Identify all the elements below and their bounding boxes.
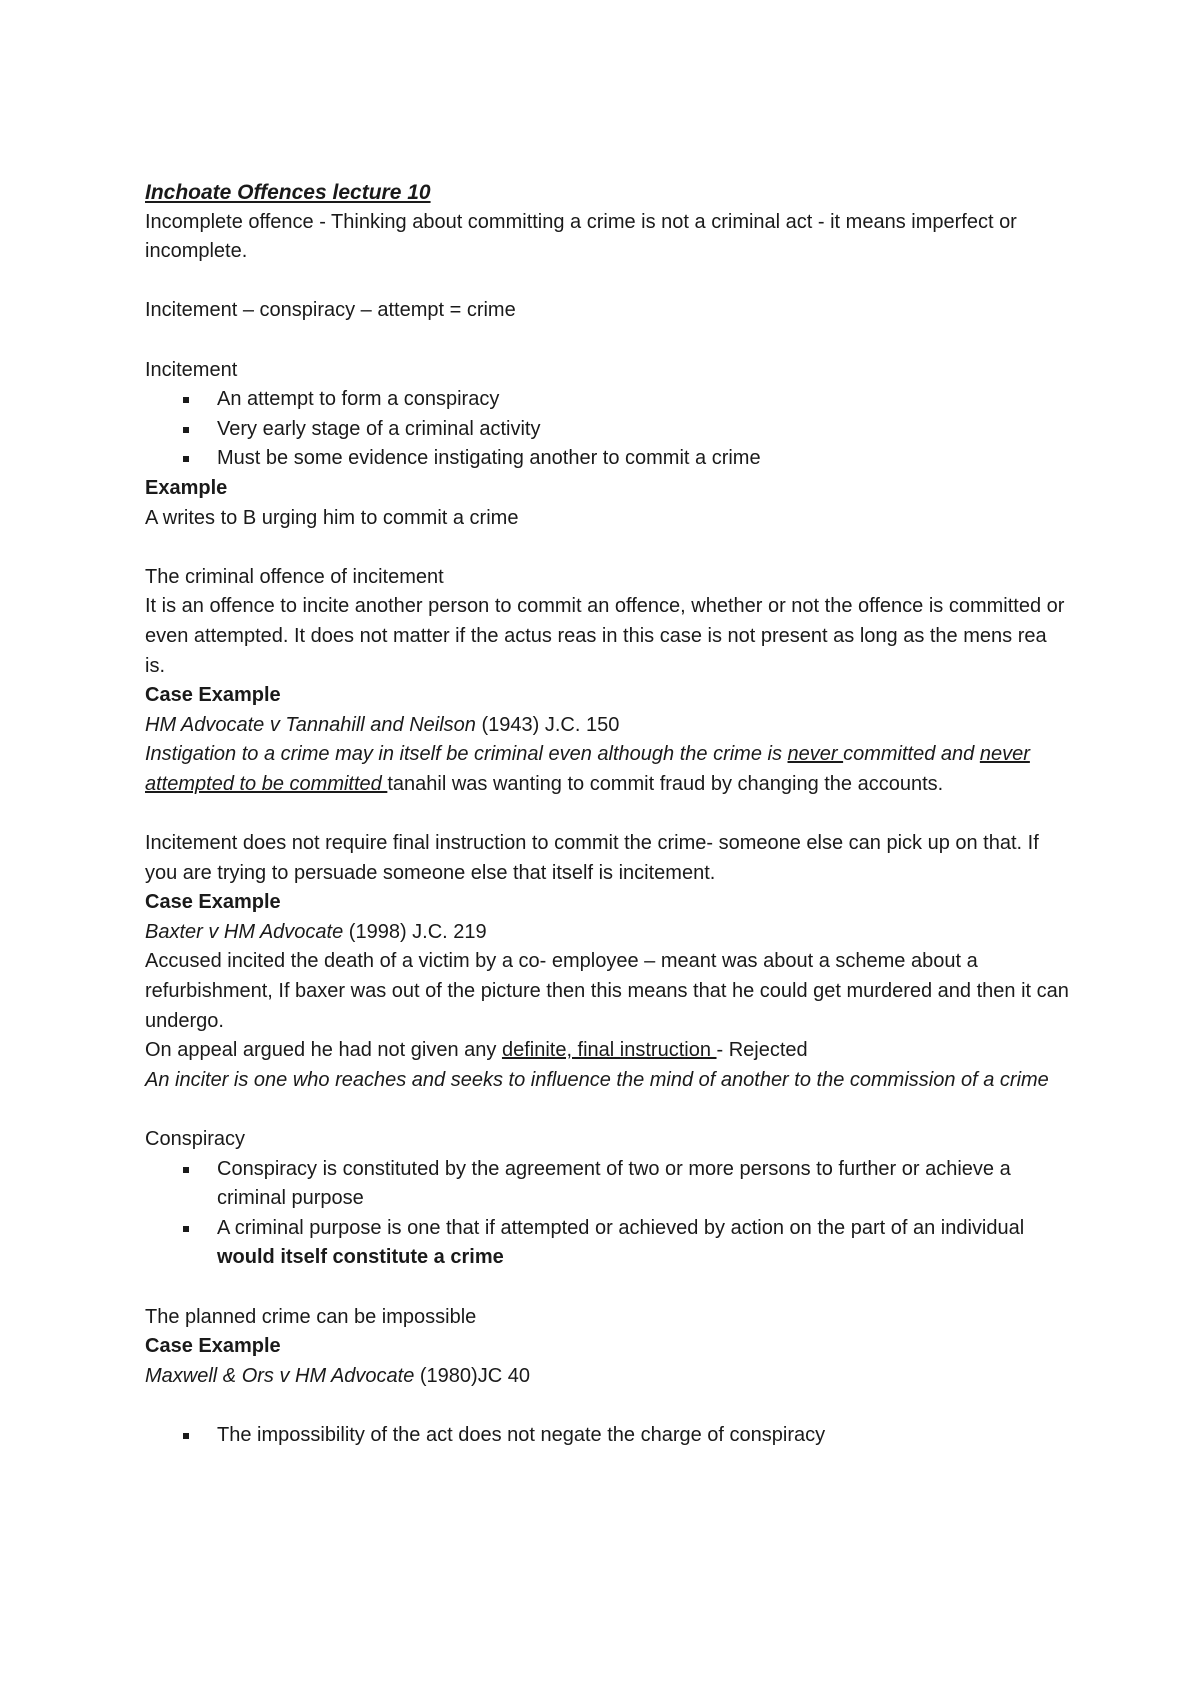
impossible-bullet-list (145, 1421, 1070, 1451)
case-example-label: Case Example (145, 684, 281, 707)
spacer (145, 1391, 1070, 1421)
case-example-label: Case Example (145, 1335, 281, 1358)
spacer (145, 267, 1070, 297)
bullet-item: Very early stage of a criminal activity (145, 415, 1070, 445)
case-quote (145, 740, 1070, 799)
spacer (145, 326, 1070, 356)
case-name: Maxwell & Ors v HM Advocate (145, 1364, 415, 1387)
intro-paragraph: Incomplete offence - Thinking about committing a crime is not a criminal act - it means imperfect or incomplete. (145, 210, 1017, 263)
appeal-part: On appeal argued he had not given any (145, 1039, 502, 1062)
bullet-item (145, 1214, 1070, 1273)
bullet-item: Conspiracy is constituted by the agreement of two or more persons to further or achieve a criminal purpose (145, 1155, 1070, 1214)
quote-part: committed and (843, 743, 980, 766)
conspiracy-heading: Conspiracy (145, 1128, 246, 1150)
case-name: HM Advocate v Tannahill and Neilson (145, 713, 476, 736)
case-citation (145, 918, 1070, 948)
bullet-item: An attempt to form a conspiracy (145, 385, 1070, 415)
quote-underlined: never (787, 743, 844, 766)
case-facts: Accused incited the death of a victim by a co- employee – meant was about a scheme about a refurbishment, If baxer was out of the picture then this means that he could get murdered and then it can undergo. (145, 950, 1069, 1032)
impossible-heading: The planned crime can be impossible (145, 1305, 477, 1328)
example-text: A writes to B urging him to commit a crime (145, 506, 519, 529)
case-cite: (1943) J.C. 150 (475, 713, 620, 736)
instruction-text: Incitement does not require final instruction to commit the crime- someone else can pick up on that. If you are trying to persuade someone else that itself is incitement. (145, 832, 1039, 884)
case-name: Baxter v HM Advocate (145, 920, 344, 943)
appeal-line (145, 1036, 1070, 1066)
inciter-quote: An inciter is one who reaches and seeks to influence the mind of another to the commission of a crime (145, 1068, 1049, 1091)
bullet-item: Must be some evidence instigating another to commit a crime (145, 444, 1070, 474)
offence-heading: The criminal offence of incitement (145, 565, 444, 588)
case-cite: (1998) J.C. 219 (343, 920, 487, 943)
bullet-text: A criminal purpose is one that if attempted or achieved by action on the part of an individual (217, 1216, 1025, 1239)
offence-text: It is an offence to incite another person to commit an offence, whether or not the offence is committed or even attempted. It does not matter if the actus reas in this case is not present as long as the mens rea is. (145, 595, 1065, 677)
spacer (145, 1095, 1070, 1125)
quote-part: Instigation to a crime may in itself be criminal even although the crime is (145, 743, 788, 766)
quote-part: tanahil was wanting to commit fraud by changing the accounts. (387, 772, 944, 795)
case-citation (145, 1362, 1070, 1392)
case-cite: (1980)JC 40 (414, 1364, 530, 1387)
case-example-label: Case Example (145, 891, 281, 914)
offence-chain: Incitement – conspiracy – attempt = crime (145, 299, 516, 322)
quote-underlined: never attempted to be committed (145, 743, 1030, 795)
appeal-part: - Rejected (716, 1039, 808, 1062)
bullet-bold-text: would itself constitute a crime (217, 1246, 504, 1269)
conspiracy-bullet-list (145, 1155, 1070, 1273)
example-label: Example (145, 476, 228, 499)
appeal-underlined: definite, final instruction (501, 1039, 717, 1062)
case-citation (145, 711, 1070, 741)
spacer (145, 1273, 1070, 1303)
incitement-bullet-list (145, 385, 1070, 474)
bullet-item: The impossibility of the act does not negate the charge of conspiracy (145, 1421, 1070, 1451)
incitement-heading: Incitement (145, 358, 238, 381)
page-title: Inchoate Offences lecture 10 (145, 181, 431, 204)
spacer (145, 533, 1070, 563)
spacer (145, 799, 1070, 829)
